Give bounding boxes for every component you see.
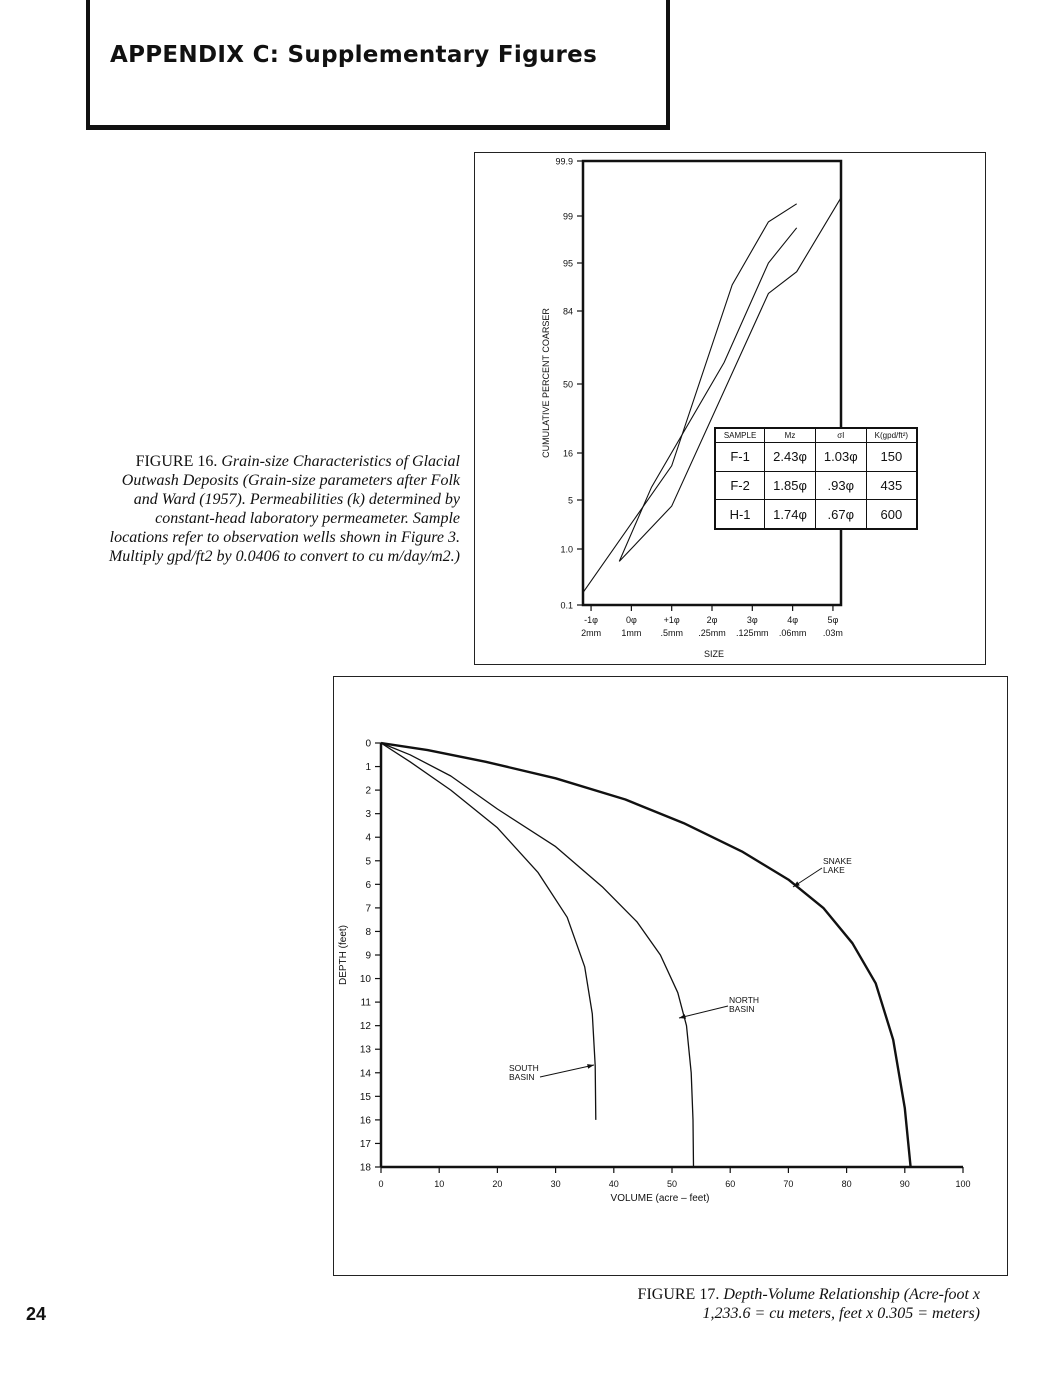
y-tick-label: 18 [359,1162,371,1174]
y-tick-label: 7 [365,903,371,915]
x-tick-label: 70 [783,1179,794,1189]
table-row [716,443,917,472]
leader-line [540,1065,594,1077]
x-tick-label: 90 [899,1179,910,1189]
x-tick-label-mm: 1mm [621,628,642,638]
table-cell: 1.03φ [815,443,866,472]
x-tick-label-mm: .25mm [698,628,726,638]
y-tick-label: 17 [359,1138,371,1150]
table-cell: F-2 [716,471,765,500]
table-row [716,471,917,500]
figure-16-caption-text: Grain-size Characteristics of Glacial Outwash Deposits (Grain-size parameters after Folk and Ward (1957). Permeabilities (k) determined by constant-head laboratory permeameter. Sample locations refer to observation wells shown in Figure 3. Multiply gpd/ft2 by 0.0406 to convert to cu m/day/m2.) [108,453,460,565]
y-tick-label: 12 [359,1021,371,1033]
table-cell: 1.74φ [765,500,816,529]
x-tick-label: 60 [725,1179,736,1189]
table-cell: .67φ [815,500,866,529]
table-row [716,500,917,529]
table-header-k: K(gpd/ft²) [866,429,916,443]
leader-line [679,1006,728,1018]
arrowhead-icon [679,1014,686,1019]
table-cell: H-1 [716,500,765,529]
x-tick-label-phi: 5φ [827,615,839,625]
curve-north-basin [381,743,694,1167]
y-tick-label: 11 [360,997,371,1009]
y-tick-label: 4 [365,832,371,844]
y-tick-label: 1.0 [560,544,573,555]
x-tick-label: 10 [434,1179,445,1189]
x-axis-label: SIZE [703,649,725,659]
y-tick-label: 0.1 [560,600,573,611]
y-tick-label: 5 [567,495,573,506]
table-cell: 150 [866,443,916,472]
y-axis-label: DEPTH (feet) [338,924,349,986]
appendix-title: APPENDIX C: Supplementary Figures [110,42,598,68]
x-tick-label: 100 [955,1179,971,1189]
x-tick-label-mm: .5mm [660,628,683,638]
y-tick-label: 16 [562,448,573,459]
x-tick-label-phi: 0φ [625,615,637,625]
x-tick-label: 20 [492,1179,503,1189]
y-tick-label: 5 [365,856,371,868]
y-tick-label: 9 [365,950,371,962]
table-cell: .93φ [815,471,866,500]
table-cell: 1.85φ [765,471,816,500]
y-tick-label: 8 [365,926,371,938]
table-header-mz: Mz [765,429,816,443]
figure-17-caption-lead: FIGURE 17. [637,1286,720,1303]
x-tick-label: 80 [841,1179,852,1189]
y-tick-label: 2 [365,785,371,797]
table-cell: 2.43φ [765,443,816,472]
curve-snake-lake [381,743,911,1167]
x-axis-label: VOLUME (acre – feet) [610,1193,710,1204]
y-tick-label: 10 [359,974,371,986]
y-tick-label: 16 [359,1115,371,1127]
x-tick-label-phi: 4φ [787,615,799,625]
y-tick-label: 3 [365,809,371,821]
x-tick-label-mm: 2mm [581,628,602,638]
figure-17-caption-text: Depth-Volume Relationship (Acre-foot x 1,233.6 = cu meters, feet x 0.305 = meters) [702,1286,980,1322]
x-tick-label-phi: 2φ [706,615,718,625]
x-tick-label-mm: .06mm [778,628,807,638]
grain-size-parameters-table [714,427,918,530]
y-tick-label: 14 [359,1068,371,1080]
curve-label-south-basin: SOUTH BASIN [509,1063,539,1082]
y-tick-label: 84 [562,306,573,317]
table-header-row [716,429,917,443]
y-tick-label: 13 [359,1044,371,1056]
table-header-sigma: σI [815,429,866,443]
x-tick-label-phi: -1φ [584,615,598,625]
y-tick-label: 95 [562,258,573,269]
table-cell: 600 [866,500,916,529]
x-tick-label-mm: .125mm [736,628,769,638]
y-tick-label: 0 [365,738,371,750]
x-tick-label-mm: .03m [822,628,843,638]
y-tick-label: 99.9 [555,156,573,167]
table-header-sample: SAMPLE [716,429,765,443]
y-tick-label: 50 [562,379,573,390]
table-cell: F-1 [716,443,765,472]
y-tick-label: 15 [359,1091,371,1103]
curve-label-snake-lake: SNAKE LAKE [823,856,852,875]
x-tick-label: 30 [550,1179,561,1189]
figure-16-caption [104,452,460,566]
y-tick-label: 1 [365,762,371,774]
x-tick-label: 0 [378,1179,384,1189]
curve-label-north-basin: NORTH BASIN [729,995,760,1014]
x-tick-label-phi: 3φ [746,615,758,625]
page-number: 24 [26,1304,47,1324]
x-tick-label: 40 [608,1179,619,1189]
x-tick-label: 50 [666,1179,678,1189]
table-cell: 435 [866,471,916,500]
curve-south-basin [381,743,596,1120]
figure-16-caption-lead: FIGURE 16. [135,453,218,470]
x-tick-label-phi: +1φ [663,615,680,625]
y-tick-label: 6 [365,879,371,891]
figure-17-caption [586,1285,980,1323]
y-axis-label: CUMULATIVE PERCENT COARSER [541,308,551,458]
y-tick-label: 99 [562,211,573,222]
